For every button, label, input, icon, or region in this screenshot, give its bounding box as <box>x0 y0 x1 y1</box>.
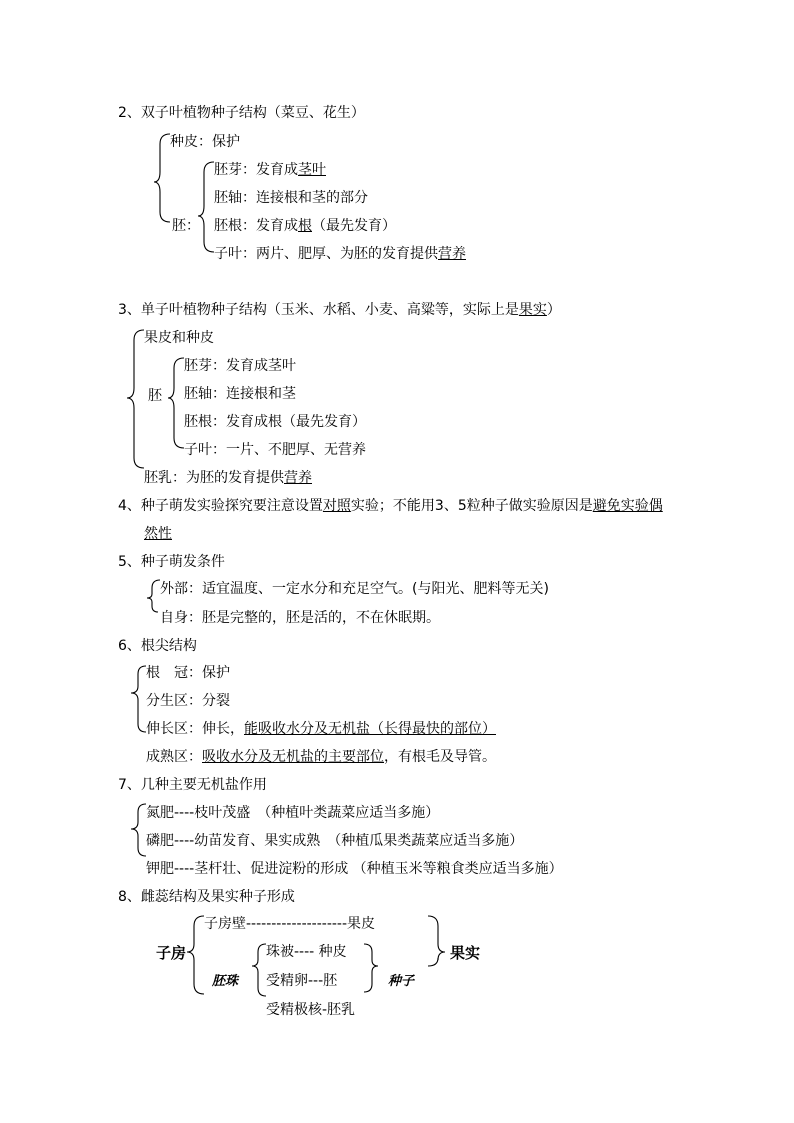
hypocotyl-line: 胚轴：连接根和茎的部分 <box>214 190 368 206</box>
ovule-label: 胚珠 <box>212 974 239 989</box>
seed-label: 种子 <box>388 974 415 989</box>
radicle-line-3: 胚根：发育成根（最先发育） <box>184 414 366 430</box>
hypocotyl-line-3: 胚轴：连接根和茎 <box>184 386 296 402</box>
section-5-title: 5、种子萌发条件 <box>118 554 225 570</box>
endosperm-line: 胚乳：为胚的发育提供营养 <box>144 470 312 486</box>
elongation-line: 伸长区：伸长，能吸收水分及无机盐（长得最快的部位） <box>146 721 496 737</box>
embryo-label: 胚： <box>172 218 200 234</box>
cotyledon-line-3: 子叶：一片、不肥厚、无营养 <box>184 442 366 458</box>
maturation-line: 成熟区：吸收水分及无机盐的主要部位，有根毛及导管。 <box>146 749 496 765</box>
meristem-line: 分生区：分裂 <box>146 693 230 709</box>
section-3-title: 3、单子叶植物种子结构（玉米、水稻、小麦、高粱等，实际上是果实） <box>118 302 561 318</box>
section-4-line-1: 4、种子萌发实验探究要注意设置对照实验；不能用3、5粒种子做实验原因是避免实验偶 <box>118 498 663 514</box>
plumule-line-3: 胚芽：发育成茎叶 <box>184 358 296 374</box>
section-7-title: 7、几种主要无机盐作用 <box>118 777 267 793</box>
section-6-title: 6、根尖结构 <box>118 638 197 654</box>
plumule-line: 胚芽：发育成茎叶 <box>214 162 326 178</box>
root-cap-line: 根 冠：保护 <box>146 665 230 681</box>
cotyledon-line: 子叶：两片、肥厚、为胚的发育提供营养 <box>214 246 466 262</box>
fruit-label: 果实 <box>450 944 481 962</box>
nitrogen-line: 氮肥----枝叶茂盛 （种植叶类蔬菜应适当多施） <box>146 805 440 821</box>
integument-line: 珠被---- 种皮 <box>266 944 347 960</box>
section-8-title: 8、雌蕊结构及果实种子形成 <box>118 889 295 905</box>
ovary-label: 子房 <box>156 944 187 962</box>
ovary-wall-line: 子房壁--------------------果皮 <box>204 916 376 932</box>
section-8-seed-brace <box>0 0 1 1</box>
potassium-line: 钾肥----茎杆壮、促进淀粉的形成 （种植玉米等粮食类应适当多施） <box>146 861 563 877</box>
radicle-line: 胚根：发育成根（最先发育） <box>214 218 396 234</box>
phosphorus-line: 磷肥----幼苗发育、果实成熟 （种植瓜果类蔬菜应适当多施） <box>146 833 524 849</box>
section-2-title: 2、双子叶植物种子结构（菜豆、花生） <box>118 105 365 121</box>
fertilized-egg-line: 受精卵---胚 <box>266 973 338 989</box>
section-4-line-2: 然性 <box>144 526 172 542</box>
embryo-label-3: 胚 <box>148 388 162 404</box>
polar-nuclei-line: 受精极核-胚乳 <box>266 1002 356 1018</box>
internal-conditions: 自身：胚是完整的，胚是活的，不在休眠期。 <box>160 610 440 626</box>
pericarp-line: 果皮和种皮 <box>144 330 214 346</box>
seed-coat-line: 种皮：保护 <box>170 134 240 150</box>
external-conditions: 外部：适宜温度、一定水分和充足空气。(与阳光、肥料等无关) <box>160 581 549 597</box>
